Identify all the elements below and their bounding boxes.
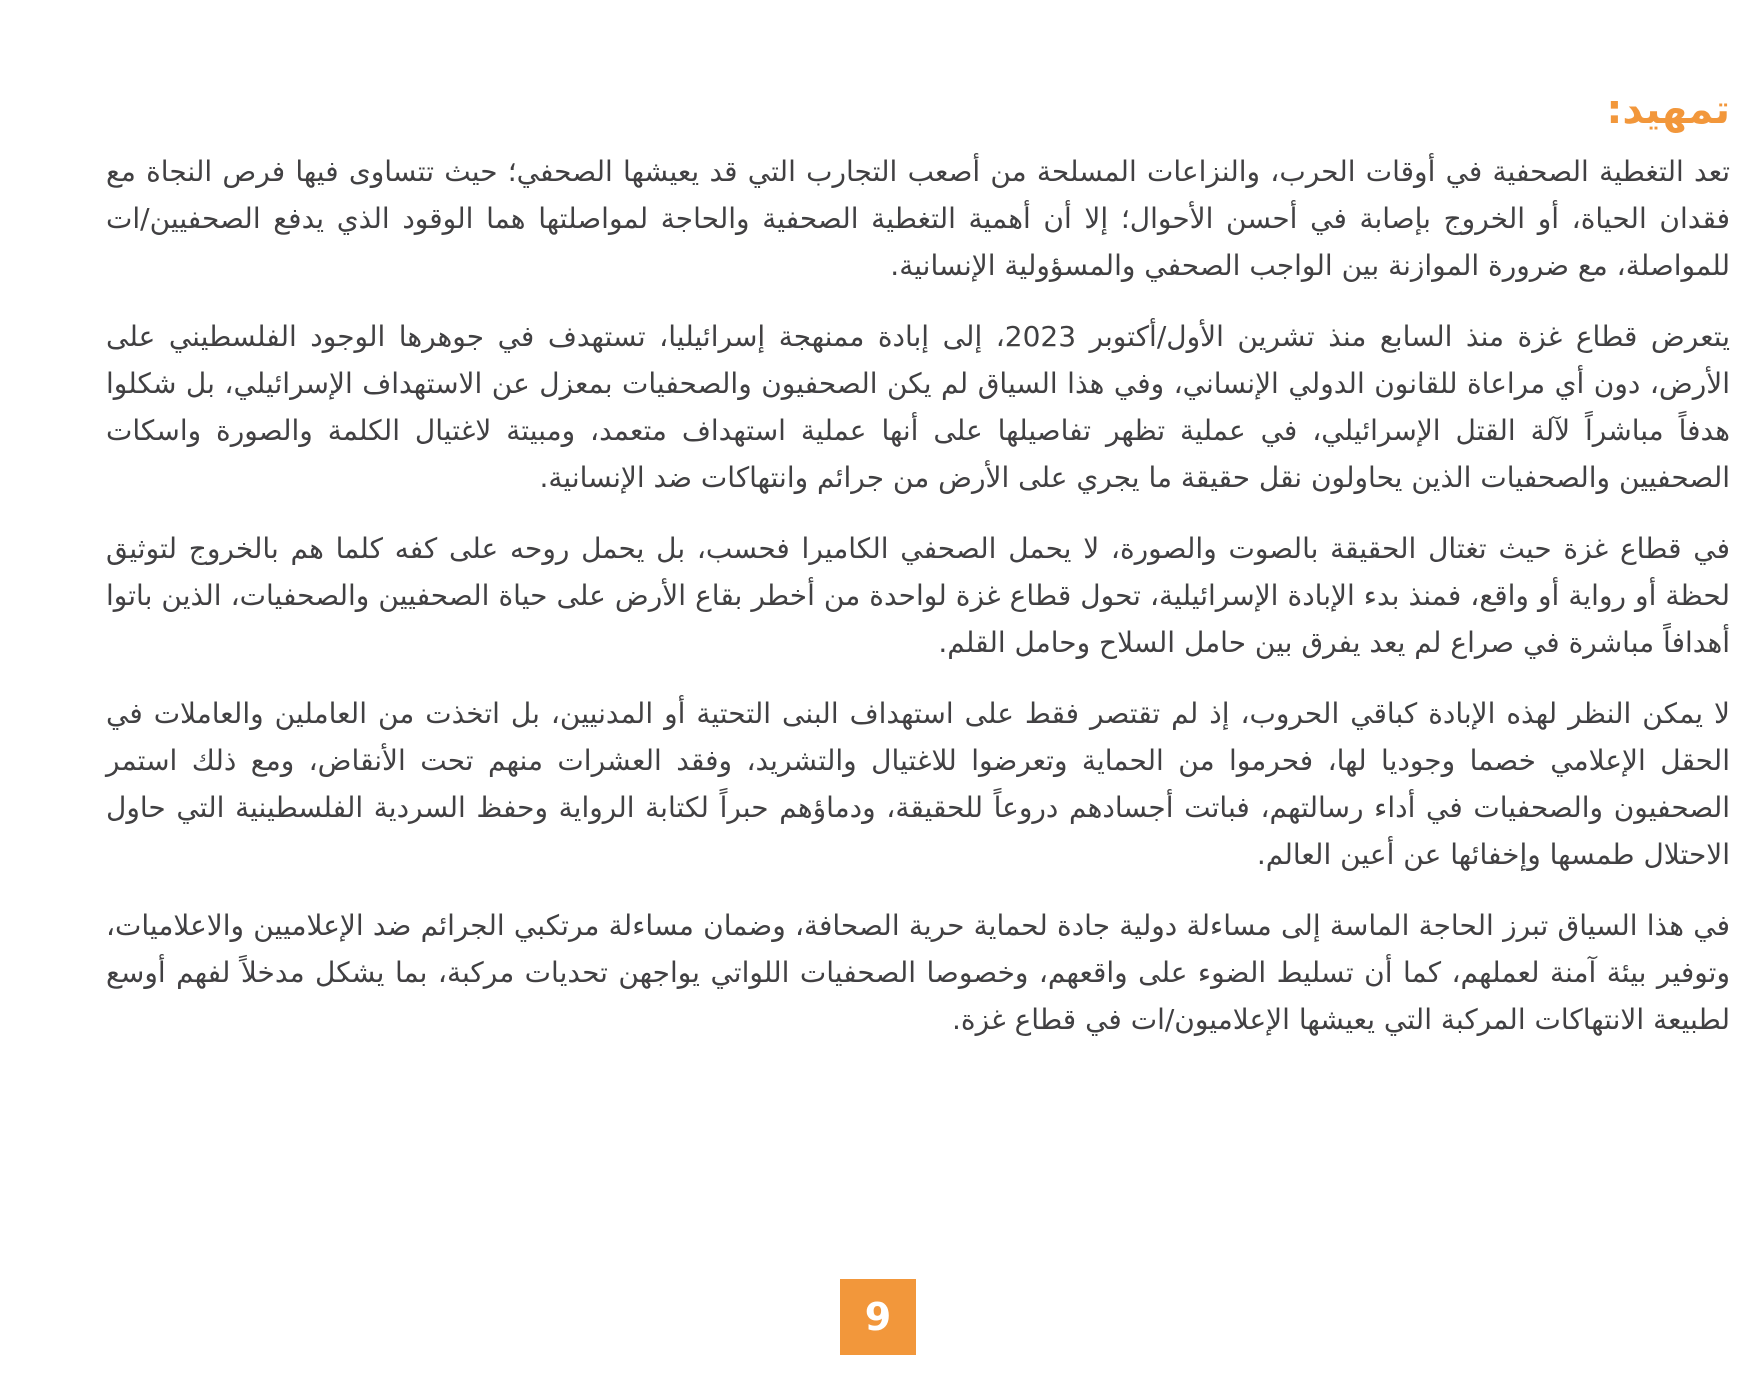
paragraph-5: في هذا السياق تبرز الحاجة الماسة إلى مساءلة دولية جادة لحماية حرية الصحافة، وضمان مساءلة مرتكبي الجرائم ضد الإعلاميين والاعلاميات، وتوفير بيئة آمنة لعملهم، كما أن تسليط الضوء على واقعهم، وخصوصا الصحفيات اللواتي يواجهن تحديات مركبة، بما يشكل مدخلاً لفهم أوسع لطبيعة الانتهاكات المركبة التي يعيشها الإعلاميون/ات في قطاع غزة. xyxy=(106,909,1730,1036)
paragraph-3: في قطاع غزة حيث تغتال الحقيقة بالصوت والصورة، لا يحمل الصحفي الكاميرا فحسب، بل يحمل روحه على كفه كلما هم بالخروج لتوثيق لحظة أو رواية أو واقع، فمنذ بدء الإبادة الإسرائيلية، تحول قطاع غزة لواحدة من أخطر بقاع الأرض على حياة الصحفيين والصحفيات، الذين باتوا أهدافاً مباشرة في صراع لم يعد يفرق بين حامل السلاح وحامل القلم. xyxy=(106,532,1730,659)
paragraph-2: يتعرض قطاع غزة منذ السابع منذ تشرين الأول/أكتوبر 2023، إلى إبادة ممنهجة إسرائيليا، تستهدف في جوهرها الوجود الفلسطيني على الأرض، دون أي مراعاة للقانون الدولي الإنساني، وفي هذا السياق لم يكن الصحفيون والصحفيات بمعزل عن الاستهداف الإسرائيلي، بل شكلوا هدفاً مباشراً لآلة القتل الإسرائيلي، في عملية تظهر تفاصيلها على أنها عملية استهداف متعمد، ومبيتة لاغتيال الكلمة والصورة واسكات الصحفيين والصحفيات الذين يحاولون نقل حقيقة ما يجري على الأرض من جرائم وانتهاكات ضد الإنسانية. xyxy=(106,320,1730,494)
page-number: 9 xyxy=(864,1295,892,1339)
text-content-block xyxy=(106,84,1730,1067)
page-number-badge xyxy=(840,1279,916,1355)
paragraph-1: تعد التغطية الصحفية في أوقات الحرب، والنزاعات المسلحة من أصعب التجارب التي قد يعيشها الصحفي؛ حيث تتساوى فيها فرص النجاة مع فقدان الحياة، أو الخروج بإصابة في أحسن الأحوال؛ إلا أن أهمية التغطية الصحفية والحاجة لمواصلتها هما الوقود الذي يدفع الصحفيين/ات للمواصلة، مع ضرورة الموازنة بين الواجب الصحفي والمسؤولية الإنسانية. xyxy=(106,155,1730,282)
paragraph-4: لا يمكن النظر لهذه الإبادة كباقي الحروب، إذ لم تقتصر فقط على استهداف البنى التحتية أو المدنيين، بل اتخذت من العاملين والعاملات في الحقل الإعلامي خصما وجوديا لها، فحرموا من الحماية وتعرضوا للاغتيال والتشريد، وفقد العشرات منهم تحت الأنقاض، ومع ذلك استمر الصحفيون والصحفيات في أداء رسالتهم، فباتت أجسادهم دروعاً للحقيقة، ودماؤهم حبراً لكتابة الرواية وحفظ السردية الفلسطينية التي حاول الاحتلال طمسها وإخفائها عن أعين العالم. xyxy=(106,697,1730,871)
section-heading: تمهيد: xyxy=(1606,87,1730,133)
